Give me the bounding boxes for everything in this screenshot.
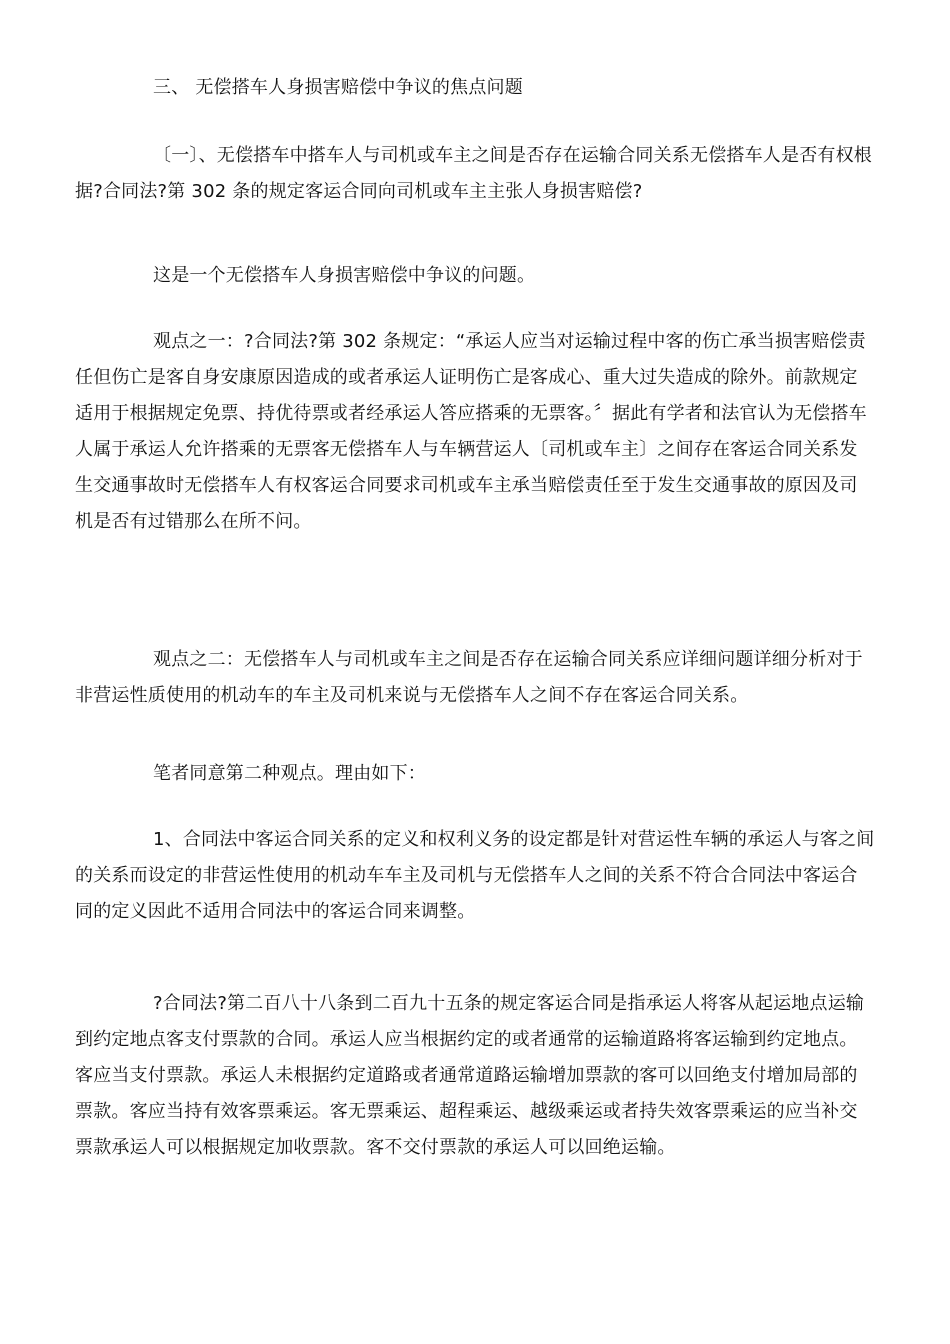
paragraph-4-text: 笔者同意第二种观点。理由如下： bbox=[153, 763, 426, 784]
paragraph-6-text: ?合同法?第二百八十八条到二百九十五条的规定客运合同是指承运人将客从起运地点运输到约定地点客支付票款的合同。承运人应当根据约定的或者通常的运输道路将客运输到约定地点。客应当支付票款。承运人未根据约定道路或者通常道路运输增加票款的客可以回绝支付增加局部的票款。客应当持有效客票乘运。客无票乘运、超程乘运、越级乘运或者持失效客票乘运的应当补交票款承运人可以根据规定加收票款。客不交付票款的承运人可以回绝运输。 bbox=[75, 993, 865, 1158]
paragraph-1 bbox=[75, 258, 875, 294]
paragraph-1-text: 这是一个无偿搭车人身损害赔偿中争议的问题。 bbox=[153, 265, 536, 286]
sub-heading-text: 〔一〕、无偿搭车中搭车人与司机或车主之间是否存在运输合同关系无偿搭车人是否有权根据?合同法?第 302 条的规定客运合同向司机或车主主张人身损害赔偿? bbox=[75, 145, 872, 202]
paragraph-3 bbox=[75, 642, 875, 714]
section-heading-text: 三、 无偿搭车人身损害赔偿中争议的焦点问题 bbox=[153, 77, 523, 98]
paragraph-4 bbox=[75, 756, 875, 792]
paragraph-3-text: 观点之二：无偿搭车人与司机或车主之间是否存在运输合同关系应详细问题详细分析对于非营运性质使用的机动车的车主及司机来说与无偿搭车人之间不存在客运合同关系。 bbox=[75, 649, 863, 706]
paragraph-6 bbox=[75, 986, 875, 1166]
paragraph-2-text: 观点之一：?合同法?第 302 条规定：“承运人应当对运输过程中客的伤亡承当损害赔偿责任但伤亡是客自身安康原因造成的或者承运人证明伤亡是客成心、重大过失造成的除外。前款规定适用于根据规定免票、持优待票或者经承运人答应搭乘的无票客。〞据此有学者和法官认为无偿搭车人属于承运人允许搭乘的无票客无偿搭车人与车辆营运人〔司机或车主〕之间存在客运合同关系发生交通事故时无偿搭车人有权客运合同要求司机或车主承当赔偿责任至于发生交通事故的原因及司机是否有过错那么在所不问。 bbox=[75, 331, 867, 532]
sub-heading bbox=[75, 138, 875, 210]
paragraph-2 bbox=[75, 324, 875, 540]
paragraph-5-text: 1、合同法中客运合同关系的定义和权利义务的设定都是针对营运性车辆的承运人与客之间的关系而设定的非营运性使用的机动车车主及司机与无偿搭车人之间的关系不符合合同法中客运合同的定义因此不适用合同法中的客运合同来调整。 bbox=[75, 829, 875, 922]
paragraph-5 bbox=[75, 822, 875, 930]
section-heading bbox=[75, 70, 875, 106]
